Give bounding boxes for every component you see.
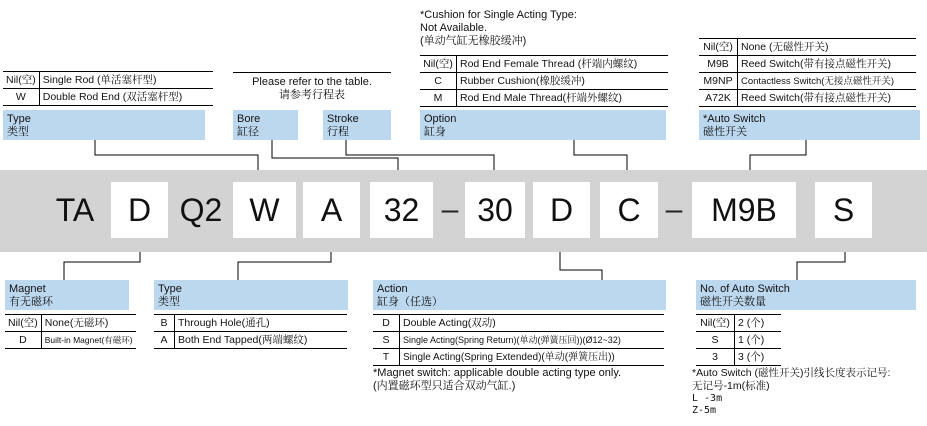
connector-magnet [64, 252, 140, 280]
table-row [154, 332, 347, 349]
option-desc: Contactless Switch(无接点磁性开关) [738, 73, 917, 90]
label-cn: 行程 [327, 125, 349, 138]
option-desc: 2 (个) [735, 315, 782, 332]
label-cn: 类型 [7, 125, 29, 138]
option-code: 3 [696, 349, 735, 366]
note-line: (内置磁环型只适合双动气缸.) [373, 380, 516, 392]
label-en: No. of Auto Switch [700, 283, 790, 295]
code-bore: 32 [370, 182, 433, 238]
code-dash: – [441, 193, 459, 226]
action-table [373, 314, 664, 366]
option-code: D [373, 315, 400, 332]
option-desc: Reed Switch(带有接点磁性开关) [738, 56, 917, 73]
option-desc: 3 (个) [735, 349, 782, 366]
table-row [696, 315, 781, 332]
code-switch-count: S [815, 182, 872, 238]
note-line: (单动气缸无橡胶缓冲) [420, 35, 527, 47]
option-desc: Single Acting(Spring Extended)(单动(弹簧压出)) [400, 349, 665, 366]
note-line: 请参考行程表 [279, 89, 345, 101]
option-code: Nil(空) [420, 56, 457, 73]
option-code: M [420, 90, 457, 107]
table-row [373, 332, 664, 349]
note-line: *Auto Switch (磁性开关)引线长度表示记号: [692, 367, 891, 379]
connector-stroke [346, 140, 494, 170]
connector-switch-count [797, 252, 845, 280]
label-cn: 缸身（任选） [377, 295, 443, 308]
note-line: Z-5m [692, 404, 717, 416]
note-line: Please refer to the table. [252, 76, 372, 88]
note-line: *Cushion for Single Acting Type: [420, 9, 577, 21]
option-desc: Rod End Male Thread(杆端外螺纹) [457, 90, 669, 107]
option-code: M9B [699, 56, 738, 73]
note-line: *Magnet switch: applicable double acting type only. [373, 367, 622, 379]
table-row [5, 315, 136, 332]
code-dash: – [665, 193, 683, 226]
switch-count-label [696, 280, 916, 310]
label-en: Stroke [327, 113, 359, 125]
option-desc: 1 (个) [735, 332, 782, 349]
label-en: Action [377, 283, 408, 295]
note-line: Not Available. [420, 22, 488, 34]
connector-auto-switch [750, 140, 806, 170]
note-line: 无记号-1m(标准) [692, 380, 770, 392]
option-code: W [3, 89, 39, 106]
option-desc: Double Acting(双动) [400, 315, 665, 332]
lead-length-note [692, 367, 924, 416]
label-en: Option [424, 113, 457, 125]
table-row [696, 349, 781, 366]
connector-action [560, 252, 602, 280]
table-row [696, 332, 781, 349]
option-code: Nil(空) [699, 39, 738, 56]
option-code: D [5, 332, 41, 349]
label-cn: 磁性开关 [703, 125, 747, 138]
option-desc: None (无磁性开关) [738, 39, 917, 56]
action-note [373, 367, 621, 393]
option-desc: Built-in Magnet(有磁环) [41, 332, 135, 349]
code-model: Q2 [179, 192, 223, 228]
option-desc: Single Rod (单活塞杆型) [39, 72, 213, 89]
label-cn: 磁性开关数量 [700, 295, 766, 308]
option-code: A72K [699, 90, 738, 107]
label-cn: 缸身 [424, 125, 446, 138]
label-en: Bore [237, 113, 261, 125]
code-auto-switch: M9B [692, 182, 796, 238]
option-code: B [154, 315, 175, 332]
option-code: C [420, 73, 457, 90]
label-en: Magnet [9, 283, 46, 295]
code-mount-type: A [303, 182, 360, 238]
table-row [373, 315, 664, 332]
table-row [373, 349, 664, 366]
label-en: Type [158, 283, 182, 295]
option-code: Nil(空) [5, 315, 41, 332]
label-en: *Auto Switch [703, 113, 766, 125]
option-code: M9NP [699, 73, 738, 90]
code-action: D [533, 182, 590, 238]
option-code: Nil(空) [696, 315, 735, 332]
code-type: W [233, 182, 296, 238]
note-line: L -3m [692, 393, 723, 404]
magnet-table [5, 314, 136, 349]
label-cn: 缸径 [237, 125, 259, 138]
option-code: S [696, 332, 735, 349]
type-table-bottom [154, 314, 347, 349]
option-desc: Rubber Cushion(橡胶缓冲) [457, 73, 669, 90]
code-series: TA [55, 192, 95, 228]
option-code: A [154, 332, 175, 349]
option-desc: Through Hole(通孔) [175, 315, 348, 332]
connector-type-top [95, 140, 258, 170]
option-desc: Double Rod End (双活塞杆型) [39, 89, 213, 106]
switch-count-table [696, 314, 781, 366]
type-label-bottom [154, 280, 348, 310]
option-code: S [373, 332, 400, 349]
option-code: Nil(空) [3, 72, 39, 89]
action-label [373, 280, 666, 310]
code-option: C [600, 182, 658, 238]
table-row [5, 332, 136, 349]
option-desc: Single Acting(Spring Return)(单动(弹簧压回))(Ø12~32) [400, 332, 665, 349]
code-magnet: D [111, 182, 168, 238]
connector-type-bottom [238, 252, 331, 280]
option-desc: Reed Switch(带有接点磁性开关) [738, 90, 917, 107]
code-stroke: 30 [465, 182, 525, 238]
connector-option [574, 140, 627, 170]
option-desc: Both End Tapped(两端螺纹) [175, 332, 348, 349]
option-desc: None(无磁环) [41, 315, 135, 332]
option-desc: Rod End Female Thread (杆端内螺纹) [457, 56, 669, 73]
magnet-label [5, 280, 129, 310]
label-en: Type [7, 113, 31, 125]
label-cn: 有无磁环 [9, 295, 53, 308]
option-code: T [373, 349, 400, 366]
label-cn: 类型 [158, 295, 180, 308]
table-row [154, 315, 347, 332]
